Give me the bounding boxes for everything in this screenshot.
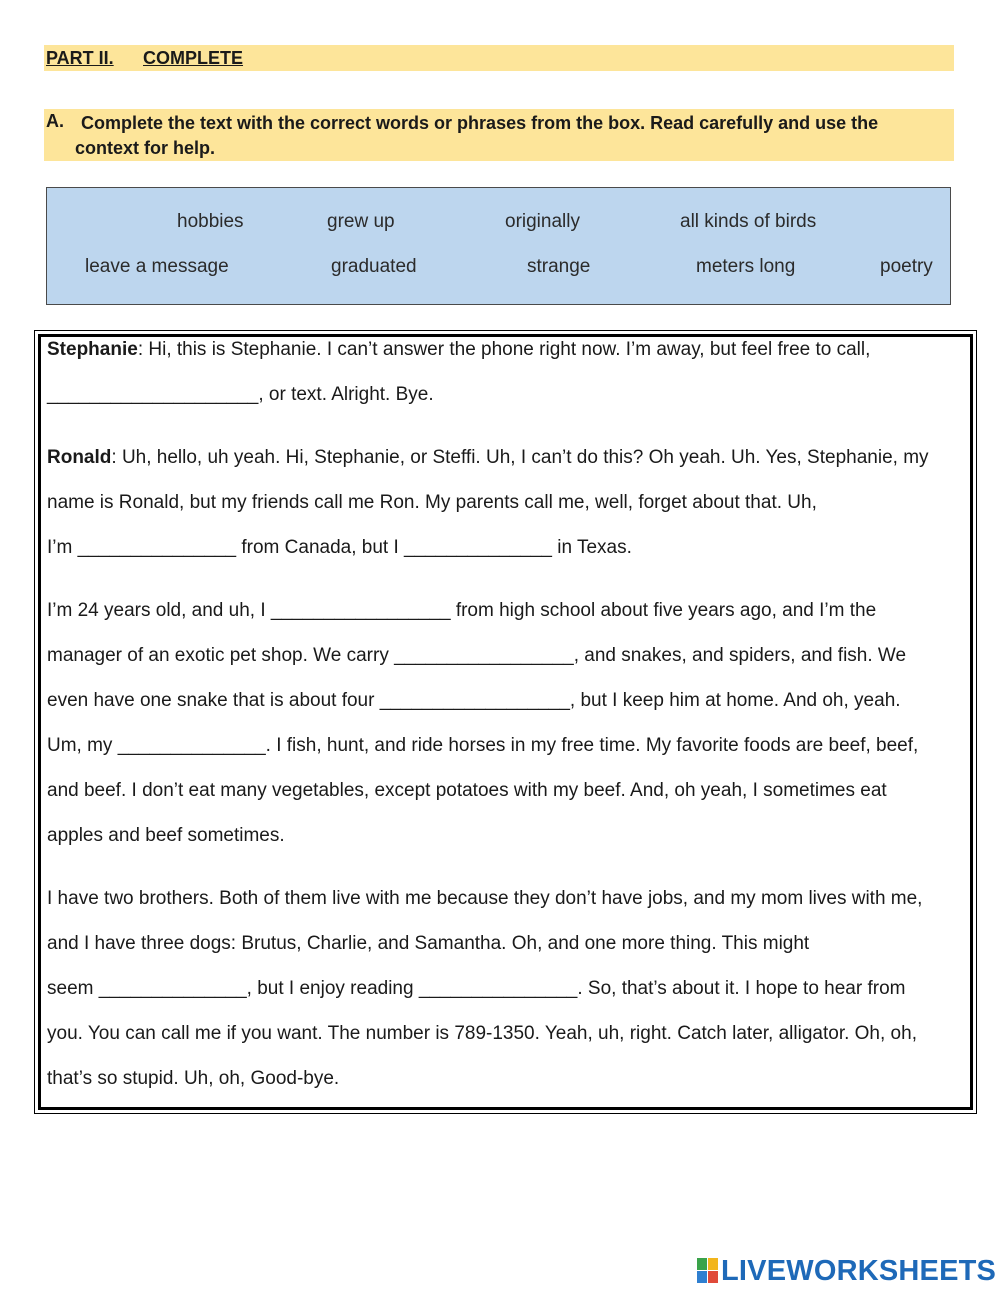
logo-tiles-icon xyxy=(697,1258,719,1284)
ronald-text-1: : Uh, hello, uh yeah. Hi, Stephanie, or Steffi. Uh, I can’t do this? Oh yeah. Uh. Yes, Stephanie, my xyxy=(111,447,929,468)
part-header-bar xyxy=(44,45,954,71)
para2-line-3: even have one snake that is about four __________________, but I keep him at home. And oh, yeah. xyxy=(47,690,901,711)
instruction-text: Complete the text with the correct words or phrases from the box. Read carefully and use the context for help. xyxy=(75,113,879,158)
instruction-letter: A. xyxy=(46,111,64,131)
para3-line-4: you. You can call me if you want. The number is 789-1350. Yeah, uh, right. Catch later, alligator. Oh, oh, xyxy=(47,1023,917,1044)
word-grew-up: grew up xyxy=(327,211,395,232)
word-leave-a-message: leave a message xyxy=(85,256,229,277)
ronald-line-3: I’m _______________ from Canada, but I ______________ in Texas. xyxy=(47,537,632,558)
ronald-line-1 xyxy=(47,447,929,469)
logo-tile-1 xyxy=(697,1258,707,1270)
word-bank xyxy=(46,187,951,305)
ronald-line-2: name is Ronald, but my friends call me Ron. My parents call me, well, forget about that. Uh, xyxy=(47,492,817,513)
logo-tile-2 xyxy=(708,1258,718,1270)
para2-line-5: and beef. I don’t eat many vegetables, except potatoes with my beef. And, oh yeah, I sometimes eat xyxy=(47,780,887,801)
para3-line-1: I have two brothers. Both of them live with me because they don’t have jobs, and my mom lives with me, xyxy=(47,888,923,909)
logo-text: LIVEWORKSHEETS xyxy=(721,1255,997,1287)
word-hobbies: hobbies xyxy=(177,211,244,232)
word-all-kinds-of-birds: all kinds of birds xyxy=(680,211,817,232)
stephanie-text-1: : Hi, this is Stephanie. I can’t answer the phone right now. I’m away, but feel free to call, xyxy=(137,339,871,360)
liveworksheets-logo[interactable] xyxy=(697,1255,997,1287)
word-strange: strange xyxy=(527,256,591,277)
para2-line-4: Um, my ______________. I fish, hunt, and ride horses in my free time. My favorite foods are beef, beef, xyxy=(47,735,919,756)
word-graduated: graduated xyxy=(331,256,417,277)
word-originally: originally xyxy=(505,211,580,232)
para3-line-3: seem ______________, but I enjoy reading _______________. So, that’s about it. I hope to hear from xyxy=(47,978,906,999)
part-title: COMPLETE xyxy=(143,48,244,68)
speaker-stephanie: Stephanie xyxy=(47,339,138,360)
word-meters-long: meters long xyxy=(696,256,796,277)
para2-line-1: I’m 24 years old, and uh, I _________________ from high school about five years ago, and I’m the xyxy=(47,600,877,621)
logo-tile-4 xyxy=(708,1271,718,1283)
instruction-bar xyxy=(44,109,954,161)
speaker-ronald: Ronald xyxy=(47,447,112,468)
para2-line-6: apples and beef sometimes. xyxy=(47,825,285,846)
para2-line-2: manager of an exotic pet shop. We carry _________________, and snakes, and spiders, and fish. We xyxy=(47,645,907,666)
stephanie-line-2: ____________________, or text. Alright. Bye. xyxy=(47,384,434,405)
stephanie-line-1 xyxy=(47,339,870,361)
word-poetry: poetry xyxy=(880,256,933,277)
para3-line-2: and I have three dogs: Brutus, Charlie, and Samantha. Oh, and one more thing. This might xyxy=(47,933,810,954)
part-label: PART II. xyxy=(46,48,114,68)
logo-tile-3 xyxy=(697,1271,707,1283)
para3-line-5: that’s so stupid. Uh, oh, Good-bye. xyxy=(47,1068,340,1089)
